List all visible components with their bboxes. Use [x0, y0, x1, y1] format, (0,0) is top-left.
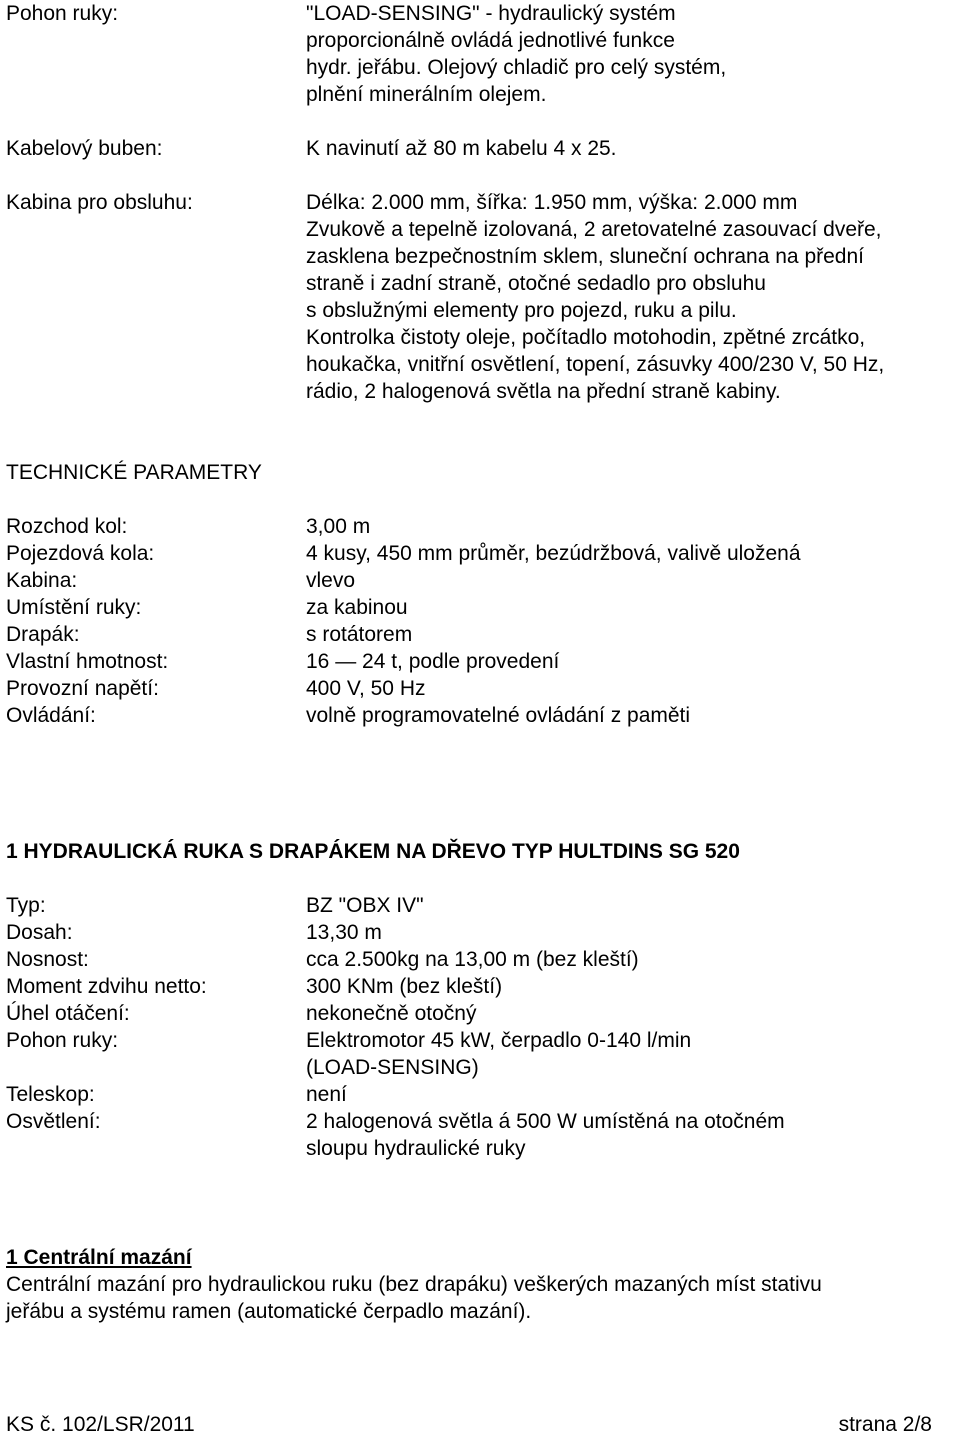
spec-label: Pohon ruky:: [6, 2, 119, 25]
spec-value: [306, 189, 956, 405]
section-heading-lube: 1 Centrální mazání: [6, 1246, 192, 1269]
arm-value: [306, 973, 956, 1000]
footer-document-number: KS č. 102/LSR/2011: [6, 1413, 195, 1436]
lube-text-line: Centrální mazání pro hydraulickou ruku (bez drapáku) veškerých mazaných míst stativu: [6, 1273, 822, 1296]
tech-value: s rotátorem: [306, 623, 413, 646]
tech-label: Provozní napětí:: [6, 677, 159, 700]
arm-value: [306, 1108, 956, 1162]
tech-value: 400 V, 50 Hz: [306, 677, 426, 700]
arm-value-line: BZ "OBX IV": [306, 894, 424, 917]
footer-page-number: strana 2/8: [838, 1413, 932, 1436]
tech-value: 16 — 24 t, podle provedení: [306, 650, 560, 673]
spec-label: Kabina pro obsluhu:: [6, 191, 193, 214]
spec-value-line: rádio, 2 halogenová světla na přední straně kabiny.: [306, 380, 781, 403]
arm-value-line: Elektromotor 45 kW, čerpadlo 0-140 l/min: [306, 1029, 692, 1052]
tech-value: 4 kusy, 450 mm průměr, bezúdržbová, valivě uložená: [306, 542, 801, 565]
tech-value: 3,00 m: [306, 515, 371, 538]
tech-label: Rozchod kol:: [6, 515, 128, 538]
spec-label: Kabelový buben:: [6, 137, 163, 160]
spec-value-line: zasklena bezpečnostním sklem, sluneční ochrana na přední: [306, 245, 864, 268]
arm-label: Dosah:: [6, 921, 73, 944]
tech-value: za kabinou: [306, 596, 408, 619]
lube-text-line: jeřábu a systému ramen (automatické čerpadlo mazání).: [6, 1300, 532, 1323]
arm-value-line: nekonečně otočný: [306, 1002, 477, 1025]
spec-value-line: Zvukově a tepelně izolovaná, 2 aretovatelné zasouvací dveře,: [306, 218, 882, 241]
arm-value: [306, 1000, 956, 1027]
spec-value-line: s obslužnými elementy pro pojezd, ruku a pilu.: [306, 299, 737, 322]
arm-value: [306, 1027, 956, 1081]
spec-value-line: houkačka, vnitřní osvětlení, topení, zásuvky 400/230 V, 50 Hz,: [306, 353, 885, 376]
arm-label: Teleskop:: [6, 1083, 95, 1106]
arm-label: Úhel otáčení:: [6, 1002, 130, 1025]
arm-label: Nosnost:: [6, 948, 89, 971]
arm-value: [306, 946, 956, 973]
arm-value: [306, 892, 956, 919]
section-heading-tech: TECHNICKÉ PARAMETRY: [6, 461, 262, 484]
spec-value-line: hydr. jeřábu. Olejový chladič pro celý systém,: [306, 56, 727, 79]
arm-label: Typ:: [6, 894, 46, 917]
arm-value-line: není: [306, 1083, 347, 1106]
section-heading-arm: 1 HYDRAULICKÁ RUKA S DRAPÁKEM NA DŘEVO TYP HULTDINS SG 520: [6, 840, 740, 863]
spec-value: [306, 0, 956, 108]
tech-label: Drapák:: [6, 623, 80, 646]
spec-value-line: Délka: 2.000 mm, šířka: 1.950 mm, výška: 2.000 mm: [306, 191, 798, 214]
spec-value-line: "LOAD-SENSING" - hydraulický systém: [306, 2, 676, 25]
spec-value-line: straně i zadní straně, otočné sedadlo pro obsluhu: [306, 272, 766, 295]
arm-value-line: 300 KNm (bez kleští): [306, 975, 503, 998]
arm-value-line: 2 halogenová světla á 500 W umístěná na otočném: [306, 1110, 785, 1133]
arm-value-line: cca 2.500kg na 13,00 m (bez kleští): [306, 948, 639, 971]
arm-value-line: 13,30 m: [306, 921, 382, 944]
tech-value: volně programovatelné ovládání z paměti: [306, 704, 691, 727]
arm-label: Osvětlení:: [6, 1110, 101, 1133]
spec-value-line: proporcionálně ovládá jednotlivé funkce: [306, 29, 675, 52]
arm-value: [306, 919, 956, 946]
spec-value-line: Kontrolka čistoty oleje, počítadlo motohodin, zpětné zrcátko,: [306, 326, 866, 349]
spec-value-line: plnění minerálním olejem.: [306, 83, 547, 106]
tech-value: vlevo: [306, 569, 356, 592]
tech-label: Umístění ruky:: [6, 596, 142, 619]
arm-label: Moment zdvihu netto:: [6, 975, 207, 998]
arm-label: Pohon ruky:: [6, 1029, 119, 1052]
tech-label: Vlastní hmotnost:: [6, 650, 169, 673]
spec-value: [306, 135, 956, 162]
tech-label: Kabina:: [6, 569, 78, 592]
arm-value-line: sloupu hydraulické ruky: [306, 1137, 526, 1160]
arm-value: [306, 1081, 956, 1108]
tech-label: Ovládání:: [6, 704, 96, 727]
spec-value-line: K navinutí až 80 m kabelu 4 x 25.: [306, 137, 617, 160]
arm-value-line: (LOAD-SENSING): [306, 1056, 479, 1079]
tech-label: Pojezdová kola:: [6, 542, 155, 565]
